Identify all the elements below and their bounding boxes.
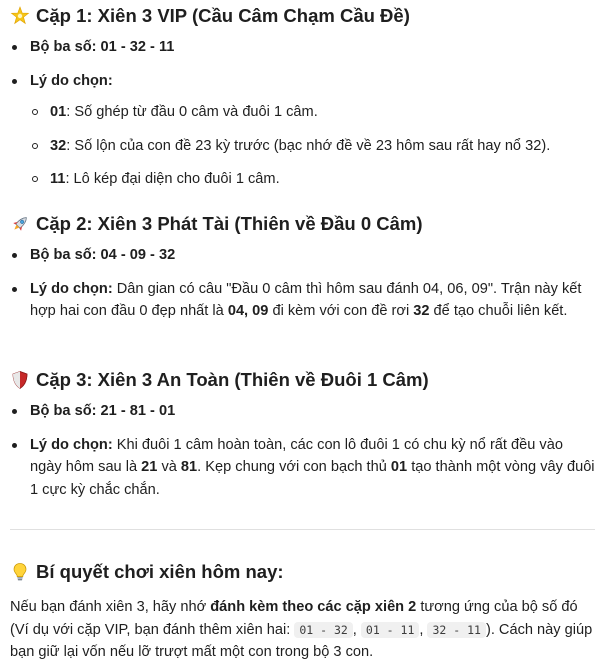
set-item [10, 244, 595, 267]
set-value: 21 - 81 - 01 [100, 403, 176, 420]
set-value: 01 - 32 - 11 [100, 39, 175, 56]
tips-bold: đánh kèm theo các cặp xiên 2 [210, 599, 417, 616]
tips-title: Bí quyết chơi xiên hôm nay: [36, 561, 284, 582]
reason-item [10, 278, 595, 323]
list-item [30, 135, 595, 158]
reason-number: 01 [50, 104, 67, 121]
tips-paragraph [10, 596, 595, 664]
inline-code: 01 - 32 [294, 622, 352, 638]
reason-text: đi kèm với con đề rơi [268, 303, 414, 320]
set-label: Bộ ba số: [30, 247, 97, 264]
reason-bold: 32 [413, 303, 430, 320]
set-item [10, 400, 595, 423]
reason-text: và [157, 459, 181, 476]
reason-number: 11 [50, 171, 66, 188]
section-1-title: Cặp 1: Xiên 3 VIP (Cầu Câm Chạm Cầu Đề) [36, 5, 410, 26]
section-1-heading [10, 4, 595, 28]
reason-label: Lý do chọn: [30, 72, 113, 89]
section-2 [10, 212, 595, 323]
rocket-icon [10, 214, 30, 234]
section-1 [10, 4, 595, 191]
lightbulb-icon [10, 562, 30, 582]
tips-heading [10, 560, 595, 584]
shield-icon [10, 370, 30, 390]
section-3-title: Cặp 3: Xiên 3 An Toàn (Thiên về Đuôi 1 Câm) [36, 369, 429, 390]
sparkle-star-icon [10, 6, 30, 26]
separator: , [419, 621, 428, 638]
reason-text: Khi đuôi 1 câm hoàn toàn, các con lô đuôi 1 có chu kỳ nổ rất đều vào ngày hôm sau là [30, 436, 563, 476]
tips-text: ). Cách này giúp bạn giữ lại vốn nếu lỡ trượt mất một con trong bộ 3 con. [10, 621, 593, 661]
reason-item [10, 70, 595, 191]
reason-text: tạo thành một vòng vây đuôi 1 cực kỳ chắc chắn. [30, 459, 595, 498]
section-2-heading [10, 212, 595, 236]
list-item [30, 168, 595, 191]
reason-label: Lý do chọn: [30, 280, 113, 297]
reason-label: Lý do chọn: [30, 436, 113, 453]
set-label: Bộ ba số: [30, 403, 97, 420]
reason-text: Dân gian có câu "Đầu 0 câm thì hôm sau đánh 04, 06, 09". Trận này kết hợp hai con đầu 0 đẹp nhất là [30, 280, 582, 320]
reason-text: : Số ghép từ đầu 0 câm và đuôi 1 câm. [66, 104, 318, 121]
reason-bold: 81 [180, 459, 198, 476]
list-item [30, 101, 595, 124]
reason-text: để tạo chuỗi liên kết. [429, 303, 568, 320]
reason-bold: 21 [141, 459, 158, 476]
separator: , [352, 621, 361, 638]
section-2-title: Cặp 2: Xiên 3 Phát Tài (Thiên về Đầu 0 Câm) [36, 213, 423, 234]
tips-text: Nếu bạn đánh xiên 3, hãy nhớ [10, 599, 211, 616]
inline-code: 01 - 11 [361, 622, 419, 638]
set-item [10, 36, 595, 59]
reason-text: . Kẹp chung với con bạch thủ [197, 459, 391, 476]
set-label: Bộ ba số: [30, 39, 97, 56]
tips-text: tương ứng của bộ số đó (Ví dụ với cặp VIP, bạn đánh thêm xiên hai: [10, 599, 578, 638]
section-3 [10, 368, 595, 501]
set-value: 04 - 09 - 32 [100, 247, 176, 264]
divider [10, 529, 595, 530]
section-3-heading [10, 368, 595, 392]
inline-code: 32 - 11 [427, 622, 485, 638]
reason-item [10, 434, 595, 502]
reason-bold: 04, 09 [227, 303, 269, 320]
tips-section [10, 560, 595, 664]
reason-text: : Số lộn của con đề 23 kỳ trước (bạc nhớ đề về 23 hôm sau rất hay nổ 32). [66, 137, 551, 154]
reason-number: 32 [50, 137, 67, 154]
reason-text: : Lô kép đại diện cho đuôi 1 câm. [65, 171, 280, 188]
reason-bold: 01 [390, 459, 408, 476]
